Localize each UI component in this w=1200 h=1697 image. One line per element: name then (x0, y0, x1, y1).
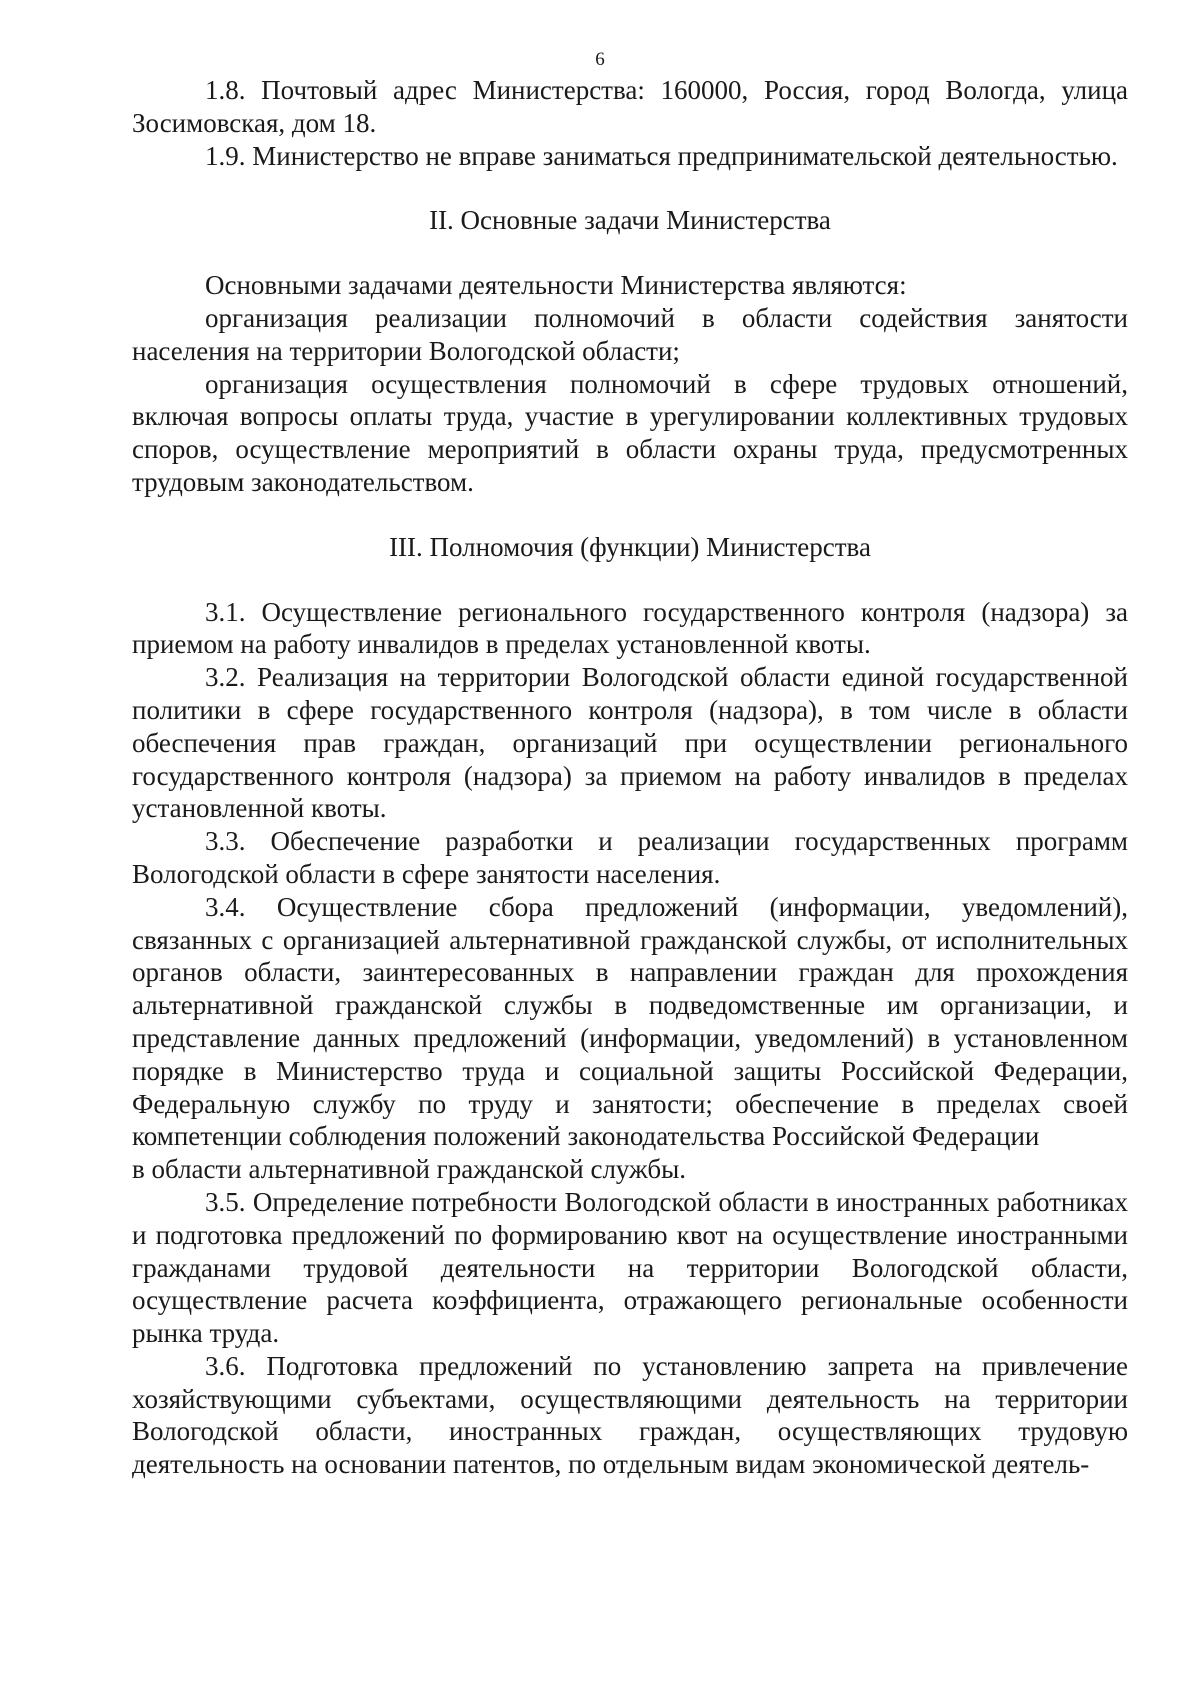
page-number: 6 (595, 49, 605, 70)
paragraph-3-1: 3.1. Осуществление регионального государственного контроля (надзора) за приемом на работу инвалидов в пределах установленной квоты. (132, 596, 1128, 660)
paragraph-3-4-continuation: в области альтернативной гражданской службы. (132, 1154, 686, 1185)
paragraph-1-9: 1.9. Министерство не вправе заниматься предпринимательской деятельностью. (205, 140, 1118, 171)
paragraph-1-8: 1.8. Почтовый адрес Министерства: 160000, Россия, город Вологда, улица Зосимовская, дом 18. (132, 75, 1128, 138)
section-3-heading: III. Полномочия (функции) Министерства (389, 531, 871, 562)
paragraph-3-6: 3.6. Подготовка предложений по установлению запрета на привлечение хозяйствующими субъектами, осуществляющими деятельность на территории Вологодской области, иностранных граждан, осуществляющих трудовую деятельность на основании патентов, по отдельным видам экономической деятель- (132, 1350, 1128, 1480)
document-body (132, 74, 1128, 1481)
section-2-heading: II. Основные задачи Министерства (429, 205, 831, 236)
section-2-item: организация реализации полномочий в области содействия занятости населения на территории Вологодской области; (132, 302, 1128, 366)
paragraph-3-2: 3.2. Реализация на территории Вологодской области единой государственной политики в сфере государственного контроля (надзора), в том числе в области обеспечения прав граждан, организаций при осуществлении регионального государственного контроля (надзора) за приемом на работу инвалидов в пределах установленной квоты. (132, 662, 1128, 824)
section-2-intro: Основными задачами деятельности Министерства являются: (205, 270, 907, 301)
paragraph-3-4: 3.4. Осуществление сбора предложений (информации, уведомлений), связанных с организацией альтернативной гражданской службы, от исполнительных органов области, заинтересованных в направлении граждан для прохождения альтернативной гражданской службы в подведомственные им организации, и представление данных предложений (информации, уведомлений) в установленном порядке в Министерство труда и социальной защиты Российской Федерации, Федеральную службу по труду и занятости; обеспечение в пределах своей компетенции соблюдения положений законодательства Российской Федерации (132, 891, 1128, 1152)
section-2-item: организация осуществления полномочий в сфере трудовых отношений, включая вопросы оплаты труда, участие в урегулировании коллективных трудовых споров, осуществление мероприятий в области охраны труда, предусмотренных трудовым законодательством. (132, 368, 1128, 497)
paragraph-3-3: 3.3. Обеспечение разработки и реализации государственных программ Вологодской области в сфере занятости населения. (132, 826, 1128, 889)
paragraph-3-5: 3.5. Определение потребности Вологодской области в иностранных работниках и подготовка предложений по формированию квот на осуществление иностранными гражданами трудовой деятельности на территории Вологодской области, осуществление расчета коэффициента, отражающего региональные особенности рынка труда. (132, 1186, 1128, 1349)
